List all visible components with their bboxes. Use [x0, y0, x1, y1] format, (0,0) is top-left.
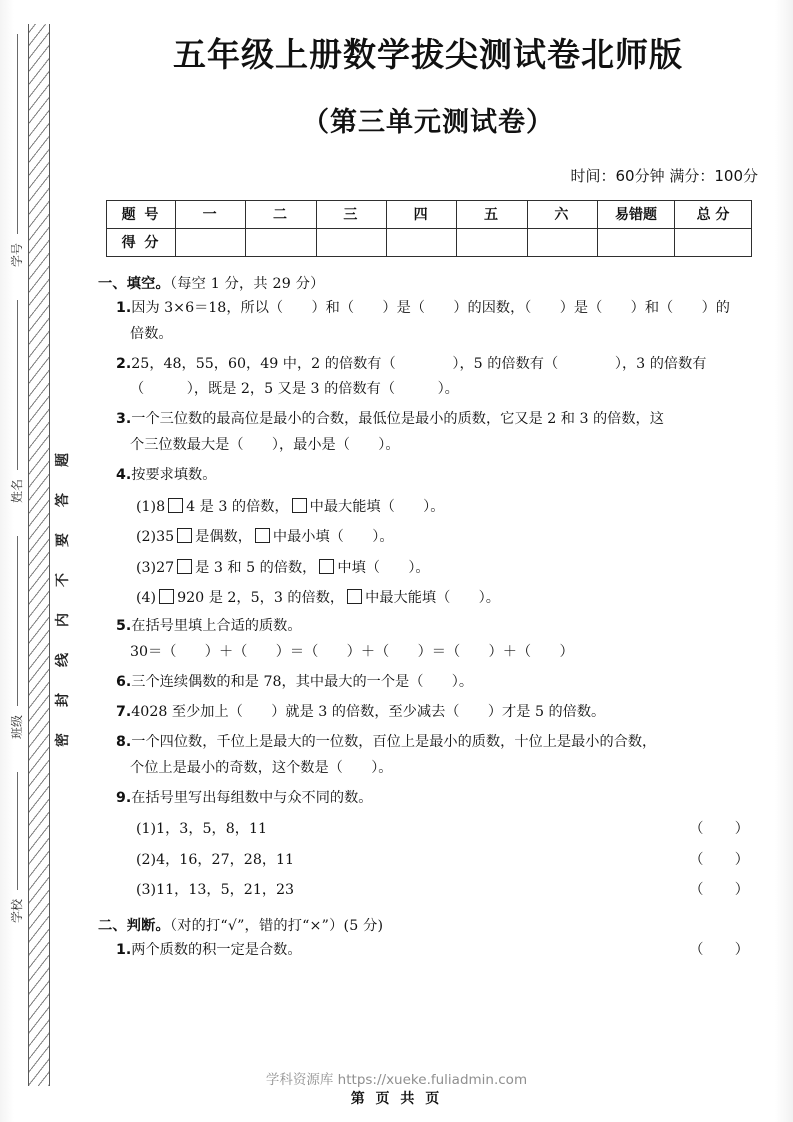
- score-table-col-5: 五: [457, 200, 527, 228]
- student-class-rule: [17, 536, 18, 706]
- student-class-field[interactable]: [6, 716, 28, 738]
- score-table-wrapper: [92, 200, 764, 257]
- section-2-title: 二、判断。: [98, 917, 170, 934]
- seal-char: 密: [55, 733, 71, 747]
- score-table-col-3: 三: [316, 200, 386, 228]
- question-9-item-3: [98, 876, 754, 904]
- sub-pre: (4): [136, 590, 157, 607]
- section-1-title: 一、填空。: [98, 275, 170, 292]
- fill-in-box[interactable]: [177, 528, 192, 543]
- question-text-cont: 个三位数最大是（ ），最小是（ ）。: [130, 437, 400, 454]
- question-4-sub-4: [98, 584, 754, 612]
- page-title: 五年级上册数学拔尖测试卷北师版: [173, 35, 683, 74]
- fill-in-box[interactable]: [319, 559, 334, 574]
- sub-mid: 是偶数，: [195, 529, 252, 546]
- question-4-sub-1: [98, 493, 754, 521]
- fill-in-box[interactable]: [347, 589, 362, 604]
- table-row-scores: [107, 228, 752, 256]
- section-2-hint: （对的打“√”，错的打“×”）(5 分): [169, 917, 384, 934]
- table-row-header: [107, 200, 752, 228]
- question-text: 一个三位数的最高位是最小的合数，最低位是最小的质数，它又是 2 和 3 的倍数，这: [131, 411, 664, 428]
- answer-blank[interactable]: （ ）: [689, 882, 750, 899]
- fill-in-box[interactable]: [168, 498, 183, 513]
- student-class-label: 班级: [10, 714, 25, 740]
- question-number: 2.: [116, 355, 132, 372]
- sub-mid: 4 是 3 的倍数，: [186, 498, 289, 515]
- student-id-field[interactable]: [6, 244, 28, 266]
- score-cell-4[interactable]: [386, 228, 456, 256]
- sub-post: 中最小填（ ）。: [272, 529, 394, 546]
- question-text-cont: （ ），既是 2，5 又是 3 的倍数有（ ）。: [130, 381, 459, 398]
- score-table: [106, 200, 752, 257]
- question-number: 7.: [116, 704, 132, 720]
- question-9-item-2: [98, 846, 754, 874]
- seal-line-text: [52, 290, 74, 760]
- fill-in-box[interactable]: [255, 528, 270, 543]
- question-1: [98, 296, 754, 348]
- question-text: 因为 3×6＝18，所以（ ）和（ ）是（ ）的因数，（ ）是（ ）和（ ）的: [131, 299, 730, 316]
- question-3: [98, 407, 754, 459]
- question-number: 9.: [116, 789, 132, 806]
- section-heading-1: [98, 273, 754, 293]
- question-number: 3.: [116, 411, 132, 428]
- student-id-label: 学号: [10, 242, 25, 268]
- sub-pre: (1)8: [136, 498, 166, 515]
- footer-source-watermark: 学科资源库 https://xueke.fuliadmin.com: [265, 1072, 528, 1088]
- score-table-col-2: 二: [246, 200, 316, 228]
- question-text: 25，48，55，60，49 中，2 的倍数有（ ），5 的倍数有（ ），3 的倍数有: [131, 355, 707, 372]
- score-cell-total[interactable]: [675, 228, 752, 256]
- score-table-col-6: 六: [527, 200, 597, 228]
- answer-blank[interactable]: （ ）: [689, 821, 750, 838]
- exam-meta: 时间：60分钟 满分：100分: [570, 166, 758, 185]
- section-1-hint: （每空 1 分，共 29 分）: [169, 275, 325, 292]
- score-table-col-1: 一: [176, 200, 246, 228]
- question-4: [98, 463, 754, 489]
- question-text: 在括号里写出每组数中与众不同的数。: [131, 789, 373, 806]
- score-table-col-total: 总 分: [675, 200, 752, 228]
- score-cell-1[interactable]: [176, 228, 246, 256]
- score-cell-3[interactable]: [316, 228, 386, 256]
- question-text-cont: 倍数。: [130, 325, 173, 342]
- question-6: [98, 670, 754, 696]
- seal-char: 答: [55, 493, 71, 507]
- student-school-field[interactable]: [6, 900, 28, 922]
- sub-mid: 920 是 2，5，3 的倍数，: [177, 590, 345, 607]
- section-heading-2: [98, 915, 754, 935]
- score-cell-6[interactable]: [527, 228, 597, 256]
- question-5: [98, 614, 754, 666]
- student-id-rule: [17, 34, 18, 234]
- question-2: [98, 352, 754, 404]
- question-9-item-1: [98, 815, 754, 843]
- footer-page-indicator: 第 页 共 页: [350, 1091, 443, 1107]
- student-name-rule: [17, 300, 18, 470]
- question-text: 在括号里填上合适的质数。: [131, 618, 302, 635]
- score-cell-5[interactable]: [457, 228, 527, 256]
- question-text: 4028 至少加上（ ）就是 3 的倍数，至少减去（ ）才是 5 的倍数。: [131, 704, 606, 720]
- question-number: 1.: [116, 941, 132, 958]
- score-cell-mistakes[interactable]: [598, 228, 675, 256]
- question-number: 1.: [116, 299, 132, 316]
- score-table-col-4: 四: [386, 200, 456, 228]
- question-body: [92, 257, 764, 964]
- question-9: [98, 786, 754, 812]
- sub-post: 中填（ ）。: [337, 559, 430, 576]
- question-text: 一个四位数，千位上是最大的一位数，百位上是最小的质数，十位上是最小的合数，: [131, 733, 657, 750]
- seal-char: 题: [55, 453, 71, 467]
- score-table-row-label: 题 号: [107, 200, 176, 228]
- student-school-label: 学校: [10, 898, 25, 924]
- section-2-question-1: [98, 938, 754, 964]
- seal-char: 不: [55, 573, 71, 587]
- question-number: 6.: [116, 674, 132, 691]
- seal-char: 封: [55, 693, 71, 707]
- score-table-row-label: 得 分: [107, 228, 176, 256]
- fill-in-box[interactable]: [177, 559, 192, 574]
- student-name-field[interactable]: [6, 480, 28, 502]
- page-subtitle: （第三单元测试卷）: [302, 106, 554, 138]
- fill-in-box[interactable]: [292, 498, 307, 513]
- seal-line-band: [28, 24, 50, 1086]
- sub-post: 中最大能填（ ）。: [365, 590, 500, 607]
- item-text: (3)11，13，5，21，23: [136, 882, 295, 899]
- score-table-col-mistakes: 易错题: [598, 200, 675, 228]
- item-text: (1)1，3，5，8，11: [136, 821, 268, 838]
- sub-mid: 是 3 和 5 的倍数，: [195, 559, 317, 576]
- item-text: (2)4，16，27，28，11: [136, 851, 295, 868]
- seal-char: 要: [55, 533, 71, 547]
- question-8: [98, 730, 754, 782]
- question-4-sub-3: [98, 554, 754, 582]
- question-number: 8.: [116, 733, 132, 750]
- answer-blank[interactable]: （ ）: [689, 941, 750, 958]
- question-text-cont: 30＝（ ）＋（ ）＝（ ）＋（ ）＝（ ）＋（ ）: [130, 644, 574, 661]
- score-cell-2[interactable]: [246, 228, 316, 256]
- seal-char: 内: [55, 613, 71, 627]
- fill-in-box[interactable]: [159, 589, 174, 604]
- exam-content: [92, 0, 764, 1122]
- seal-char: 线: [55, 653, 71, 667]
- answer-blank[interactable]: （ ）: [689, 851, 750, 868]
- sub-pre: (3)27: [136, 559, 175, 576]
- question-number: 5.: [116, 618, 132, 635]
- sub-pre: (2)35: [136, 529, 175, 546]
- question-7: [98, 700, 754, 726]
- student-name-label: 姓名: [10, 478, 25, 504]
- student-school-rule: [17, 772, 18, 890]
- question-text: 三个连续偶数的和是 78，其中最大的一个是（ ）。: [131, 674, 474, 691]
- question-text-cont: 个位上是最小的奇数，这个数是（ ）。: [130, 759, 393, 776]
- sub-post: 中最大能填（ ）。: [309, 498, 445, 515]
- question-text: 两个质数的积一定是合数。: [131, 941, 302, 958]
- question-text: 按要求填数。: [131, 467, 217, 483]
- question-4-sub-2: [98, 523, 754, 551]
- question-number: 4.: [116, 467, 132, 483]
